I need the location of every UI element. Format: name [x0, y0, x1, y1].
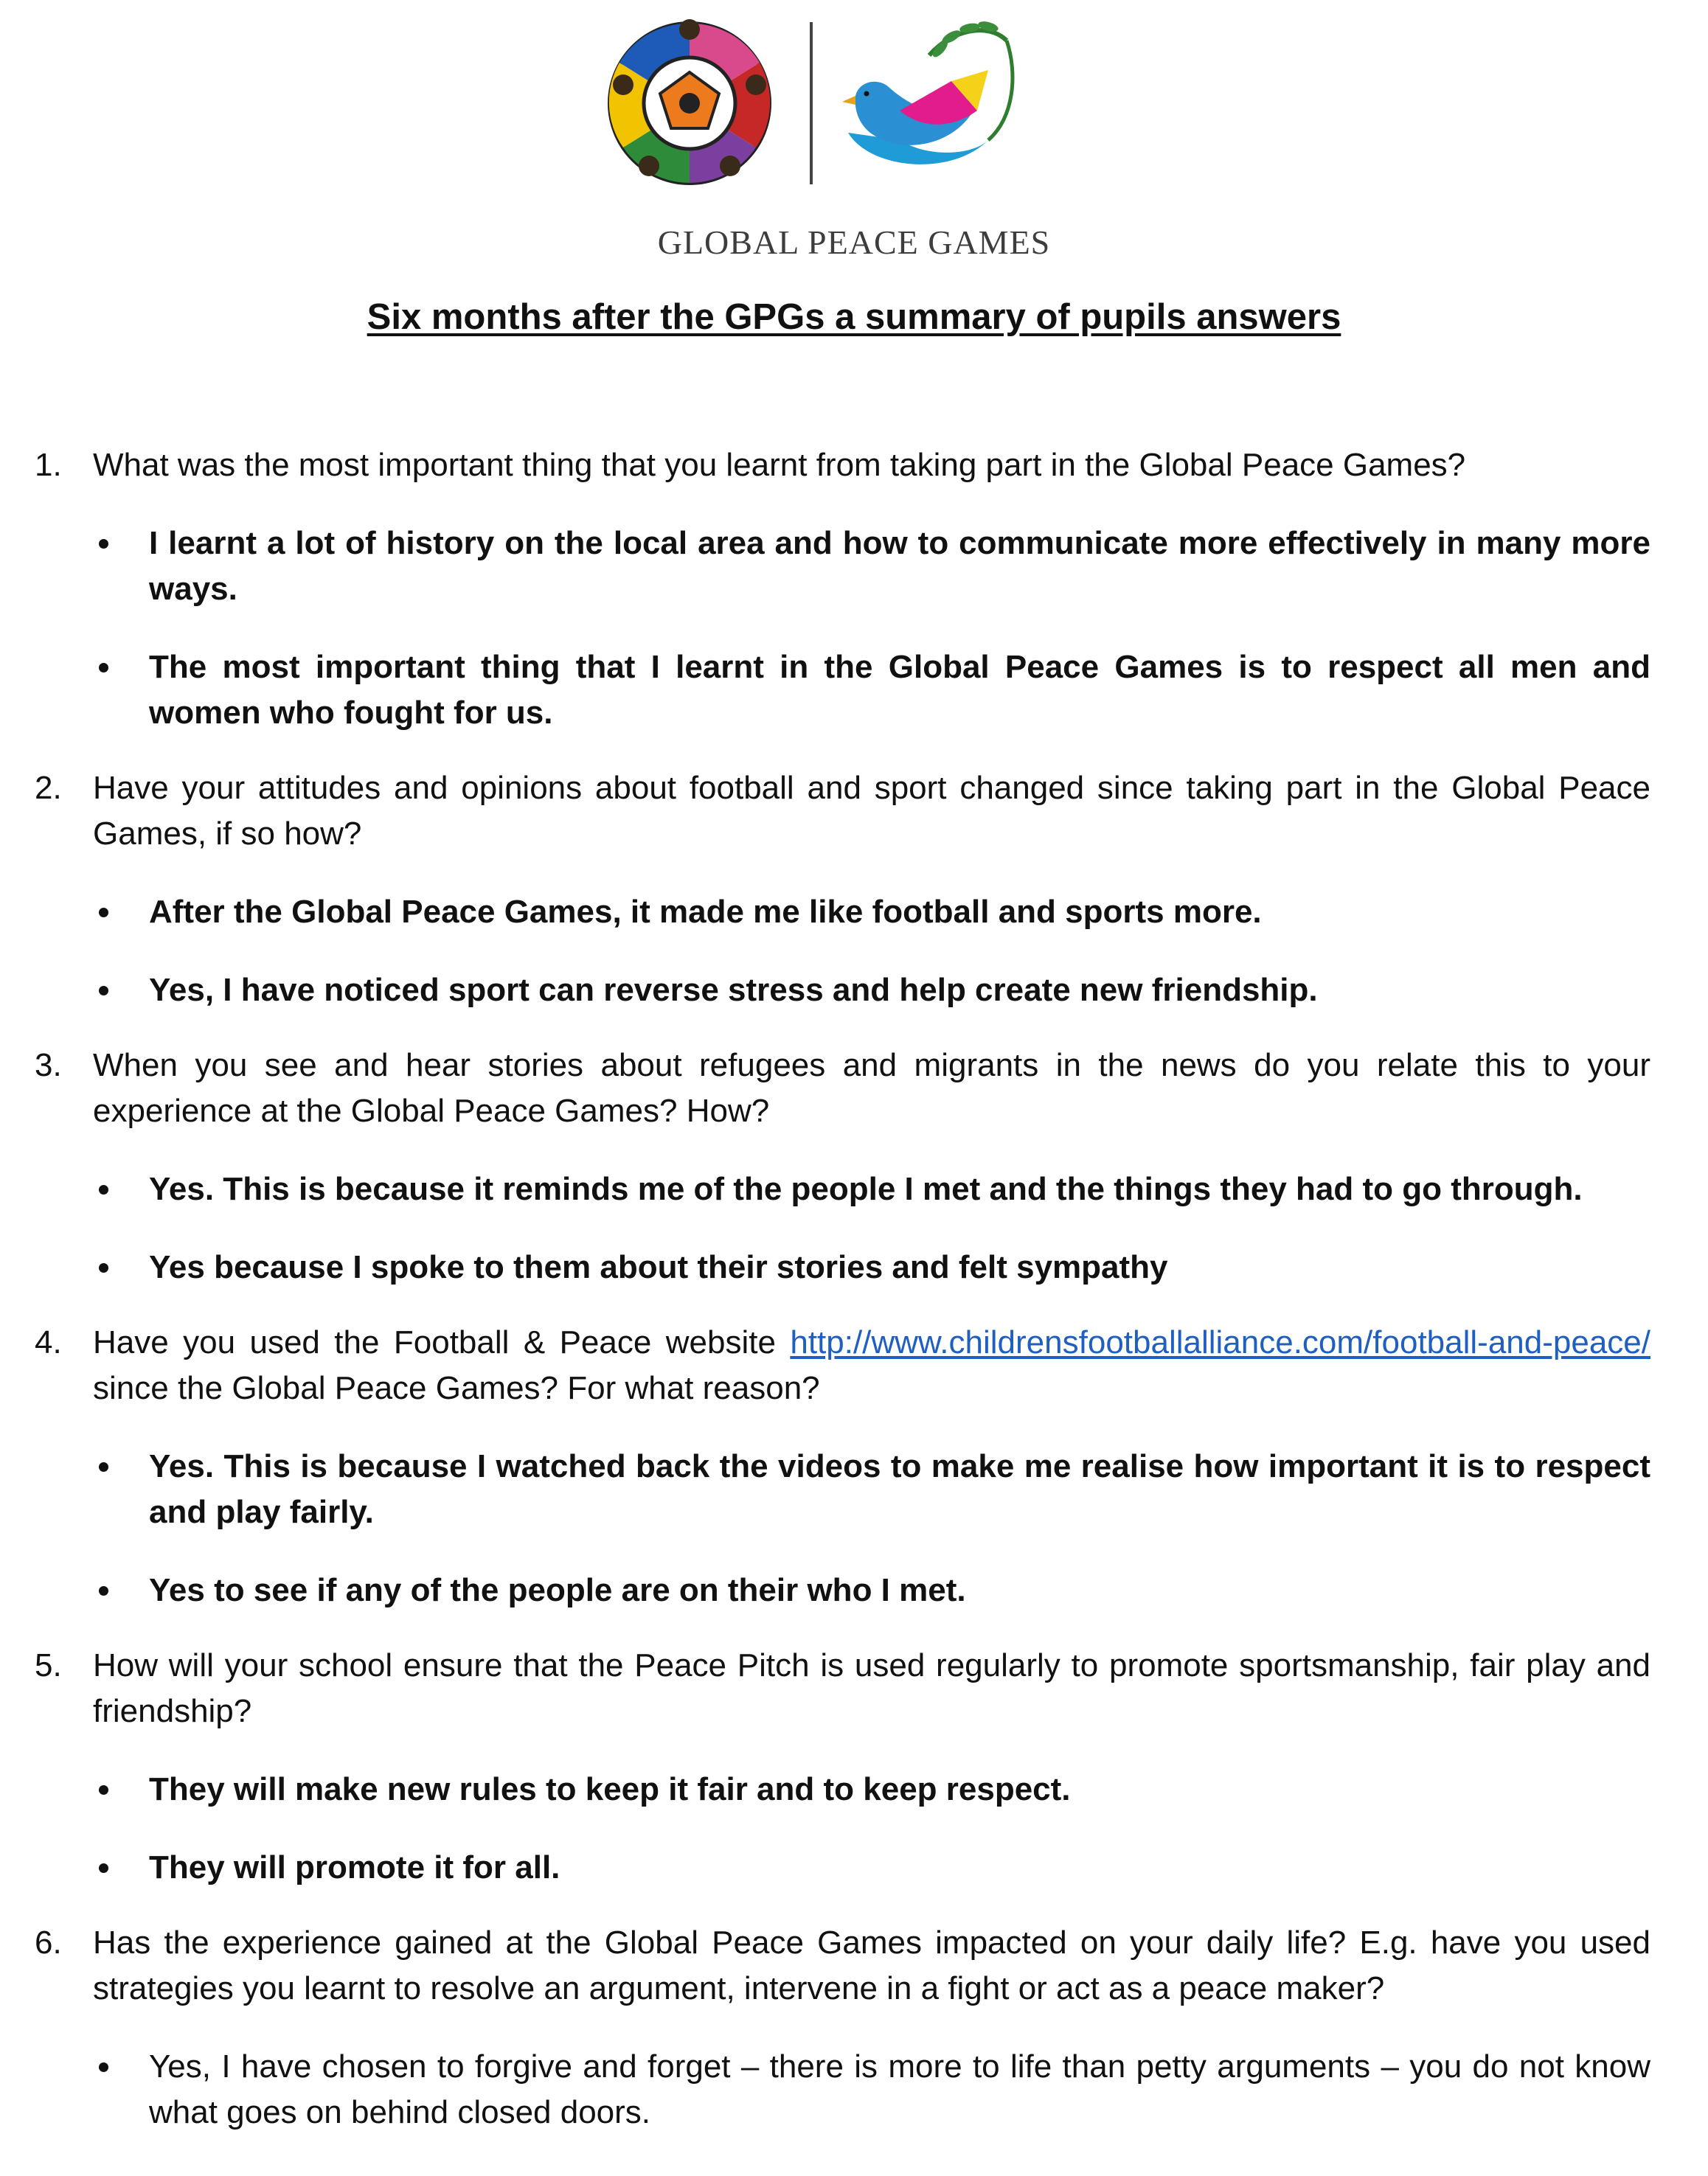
answer-text: Yes to see if any of the people are on their who I met.: [149, 1572, 966, 1608]
bullet-icon: [99, 908, 108, 917]
answer-text: Yes. This is because I watched back the videos to make me realise how important it is to respect and play fairly.: [149, 1448, 1650, 1530]
bullet-icon: [99, 1586, 108, 1596]
bullet-icon: [99, 1462, 108, 1472]
question-text: What was the most important thing that you learnt from taking part in the Global Peace Games?: [93, 447, 1466, 483]
question-number: 3.: [35, 1047, 62, 1083]
answer-item: [149, 1444, 1650, 1535]
answer-item: [149, 2044, 1650, 2135]
answer-text: Yes, I have chosen to forgive and forget – there is more to life than petty arguments – you do not know what goes on behind closed doors.: [149, 2048, 1650, 2130]
answer-item: [149, 1845, 1650, 1891]
peace-dove-emblem: [842, 20, 1013, 164]
question-2: [35, 765, 1650, 857]
question-6: [35, 1920, 1650, 2012]
answer-text: They will make new rules to keep it fair and to keep respect.: [149, 1771, 1071, 1807]
football-peace-website-link[interactable]: http://www.childrensfootballalliance.com/football-and-peace/: [790, 1324, 1650, 1360]
bullet-icon: [99, 1785, 108, 1795]
question-text: How will your school ensure that the Peace Pitch is used regularly to promote sportsmanship, fair play and friendship?: [93, 1647, 1650, 1729]
question-text: Have your attitudes and opinions about football and sport changed since taking part in the Global Peace Games, if so how?: [93, 770, 1650, 852]
answer-item: [149, 967, 1650, 1013]
answer-item: [149, 889, 1650, 935]
bullet-icon: [99, 1263, 108, 1273]
answer-item: [149, 1245, 1650, 1290]
bullet-icon: [99, 986, 108, 995]
global-peace-games-logo: [605, 0, 1018, 192]
question-1: [35, 442, 1650, 488]
answer-text: Yes, I have noticed sport can reverse stress and help create new friendship.: [149, 972, 1318, 1008]
answer-text: Yes. This is because it reminds me of the people I met and the things they had to go through.: [149, 1171, 1583, 1207]
answer-item: [149, 1167, 1650, 1212]
question-text: Has the experience gained at the Global Peace Games impacted on your daily life? E.g. have you used strategies you learnt to resolve an argument, intervene in a fight or act as a peace maker?: [93, 1925, 1650, 2006]
question-text: When you see and hear stories about refugees and migrants in the news do you relate this to your experience at the Global Peace Games? How?: [93, 1047, 1650, 1129]
question-number: 4.: [35, 1324, 62, 1360]
answer-item: [149, 1767, 1650, 1812]
answer-item: [149, 521, 1650, 612]
answer-text: I learnt a lot of history on the local area and how to communicate more effectively in many more ways.: [149, 525, 1650, 607]
brand-name: GLOBAL PEACE GAMES: [657, 223, 1051, 261]
bullet-icon: [99, 539, 108, 549]
question-text-after: since the Global Peace Games? For what reason?: [93, 1370, 820, 1406]
answer-text: They will promote it for all.: [149, 1849, 560, 1885]
answer-text: Yes because I spoke to them about their stories and felt sympathy: [149, 1249, 1168, 1285]
question-number: 6.: [35, 1925, 62, 1961]
question-5: [35, 1643, 1650, 1734]
bullet-icon: [99, 1863, 108, 1873]
question-number: 2.: [35, 770, 62, 806]
answer-item: [149, 644, 1650, 736]
question-number: 1.: [35, 447, 62, 483]
question-3: [35, 1043, 1650, 1134]
football-children-emblem: [609, 19, 770, 183]
bullet-icon: [99, 2062, 108, 2072]
bullet-icon: [99, 663, 108, 672]
answer-text: After the Global Peace Games, it made me like football and sports more.: [149, 894, 1262, 930]
answer-item: [149, 1568, 1650, 1613]
question-number: 5.: [35, 1647, 62, 1683]
document-title: Six months after the GPGs a summary of pupils answers: [367, 297, 1341, 337]
question-text-before: Have you used the Football & Peace website: [93, 1324, 791, 1360]
answer-text: The most important thing that I learnt in the Global Peace Games is to respect all men and women who fought for us.: [149, 649, 1650, 731]
question-4: [35, 1320, 1650, 1411]
bullet-icon: [99, 1185, 108, 1195]
questions-list: [0, 442, 1708, 2135]
